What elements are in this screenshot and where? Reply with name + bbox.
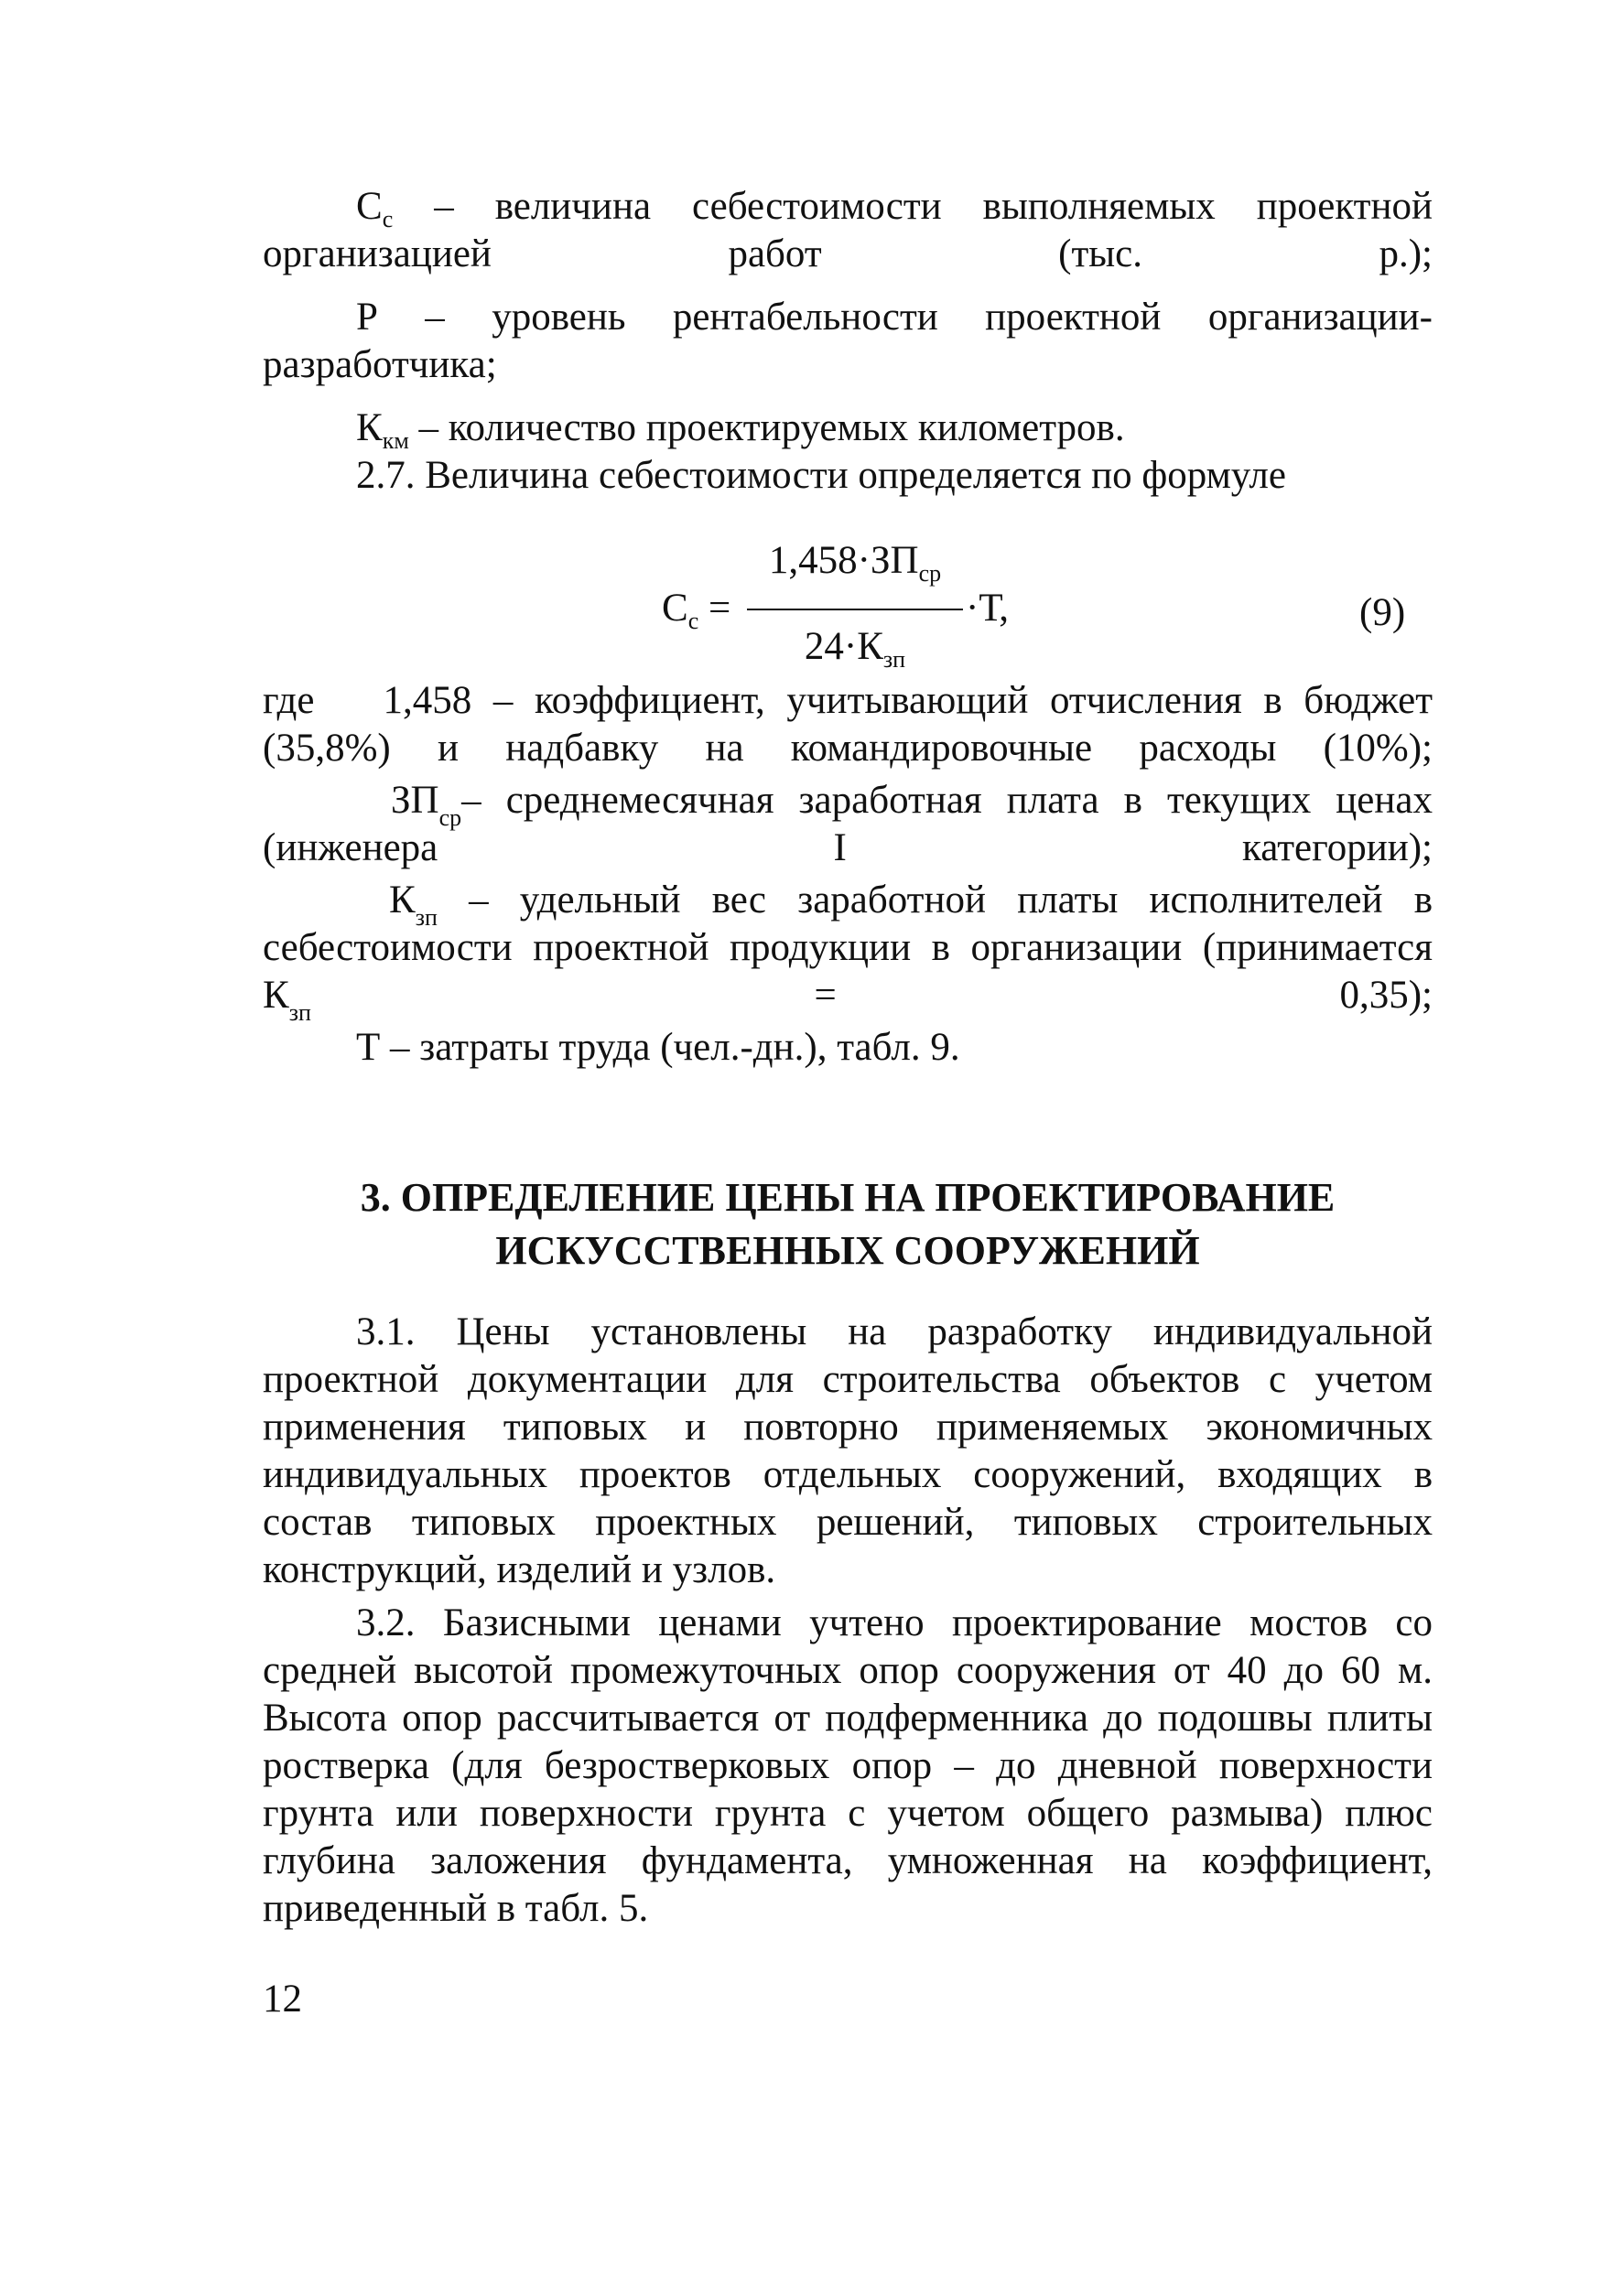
where-block xyxy=(263,677,1433,1072)
formula-number xyxy=(1359,590,1405,635)
formula-rhs xyxy=(966,586,1009,631)
formula-denominator xyxy=(747,624,963,673)
formula-lhs xyxy=(662,586,731,634)
definition-text: Р – уровень рентабельности проектной организации-разработчика; xyxy=(263,296,1433,386)
where-lead: где xyxy=(263,679,315,722)
symbol: К xyxy=(389,879,416,922)
section-body xyxy=(263,1309,1433,1933)
formula-rhs-text: ·Т, xyxy=(966,587,1010,630)
formula-number-text: (9) xyxy=(1359,591,1406,634)
definition-p xyxy=(263,294,1433,389)
where-text: Т – затраты труда (чел.-дн.), табл. 9. xyxy=(356,1026,960,1069)
where-text: – удельный вес заработной платы исполнителей в себестоимости проектной продукции в организации (принимается xyxy=(263,879,1433,969)
definition-kkm xyxy=(263,404,1433,452)
where-text: = 0,35); xyxy=(310,974,1433,1017)
section-heading-line-2: ИСКУССТВЕННЫХ СООРУЖЕНИЙ xyxy=(495,1228,1200,1273)
where-coefficient xyxy=(263,677,1433,772)
formula-numerator xyxy=(747,538,963,587)
paragraph-3-1: 3.1. Цены установлены на разработку индивидуальной проектной документации для строительства объектов с учетом применения типовых и повторно применяемых экономичных индивидуальных проектов отдельных сооружений, входящих в состав типовых проектных решений, типовых строительных конструкций, изделий и узлов. xyxy=(263,1310,1433,1591)
symbol-subscript: зп xyxy=(415,904,438,931)
where-text: – среднемесячная заработная плата в текущих ценах (инженера I категории); xyxy=(263,779,1433,869)
fraction-bar xyxy=(747,609,963,610)
where-zp xyxy=(263,777,1433,872)
where-text: 1,458 – коэффициент, учитывающий отчисления в бюджет (35,8%) и надбавку на командировочные расходы (10%); xyxy=(263,679,1433,770)
symbol-subscript: с xyxy=(382,206,394,232)
section-heading xyxy=(263,1171,1433,1277)
where-t xyxy=(263,1024,1433,1072)
definition-cc xyxy=(263,183,1433,278)
definition-text: – количество проектируемых километров. xyxy=(408,406,1125,449)
numerator-text: 1,458·ЗП xyxy=(768,539,919,582)
formula-lhs-symbol: C xyxy=(662,587,688,630)
where-kzp xyxy=(263,877,1433,1026)
definition-text: – величина себестоимости выполняемых проектной организацией работ (тыс. р.); xyxy=(263,185,1433,275)
section-heading-line-1: 3. ОПРЕДЕЛЕНИЕ ЦЕНЫ НА ПРОЕКТИРОВАНИЕ xyxy=(360,1175,1336,1220)
page-number: 12 xyxy=(263,1978,302,2021)
formula-intro-text: 2.7. Величина себестоимости определяется по формуле xyxy=(356,454,1286,497)
numerator-subscript: ср xyxy=(918,560,942,587)
symbol-subscript: ср xyxy=(438,804,462,831)
denominator-subscript: зп xyxy=(882,646,906,673)
symbol: C xyxy=(356,185,383,228)
denominator-text: 24·К xyxy=(804,625,883,668)
definitions-block xyxy=(263,183,1433,500)
symbol: К xyxy=(356,406,383,449)
paragraph-3-2: 3.2. Базисными ценами учтено проектирование мостов со средней высотой промежуточных опор сооружения от 40 до 60 м. Высота опор рассчитывается от подферменника до подошвы плиты ростверка (для безростверковых опор – до дневной поверхности грунта или поверхности грунта с учетом общего размыва) плюс глубина заложения фундамента, умноженная на коэффициент, приведенный в табл. 5. xyxy=(263,1601,1433,1930)
formula-lhs-subscript: с xyxy=(687,608,699,634)
symbol-subscript: зп xyxy=(288,999,311,1026)
symbol: К xyxy=(263,974,289,1017)
formula-equals: = xyxy=(698,587,731,630)
symbol: ЗП xyxy=(391,779,439,822)
symbol-subscript: км xyxy=(382,427,409,454)
formula-intro xyxy=(263,452,1433,500)
